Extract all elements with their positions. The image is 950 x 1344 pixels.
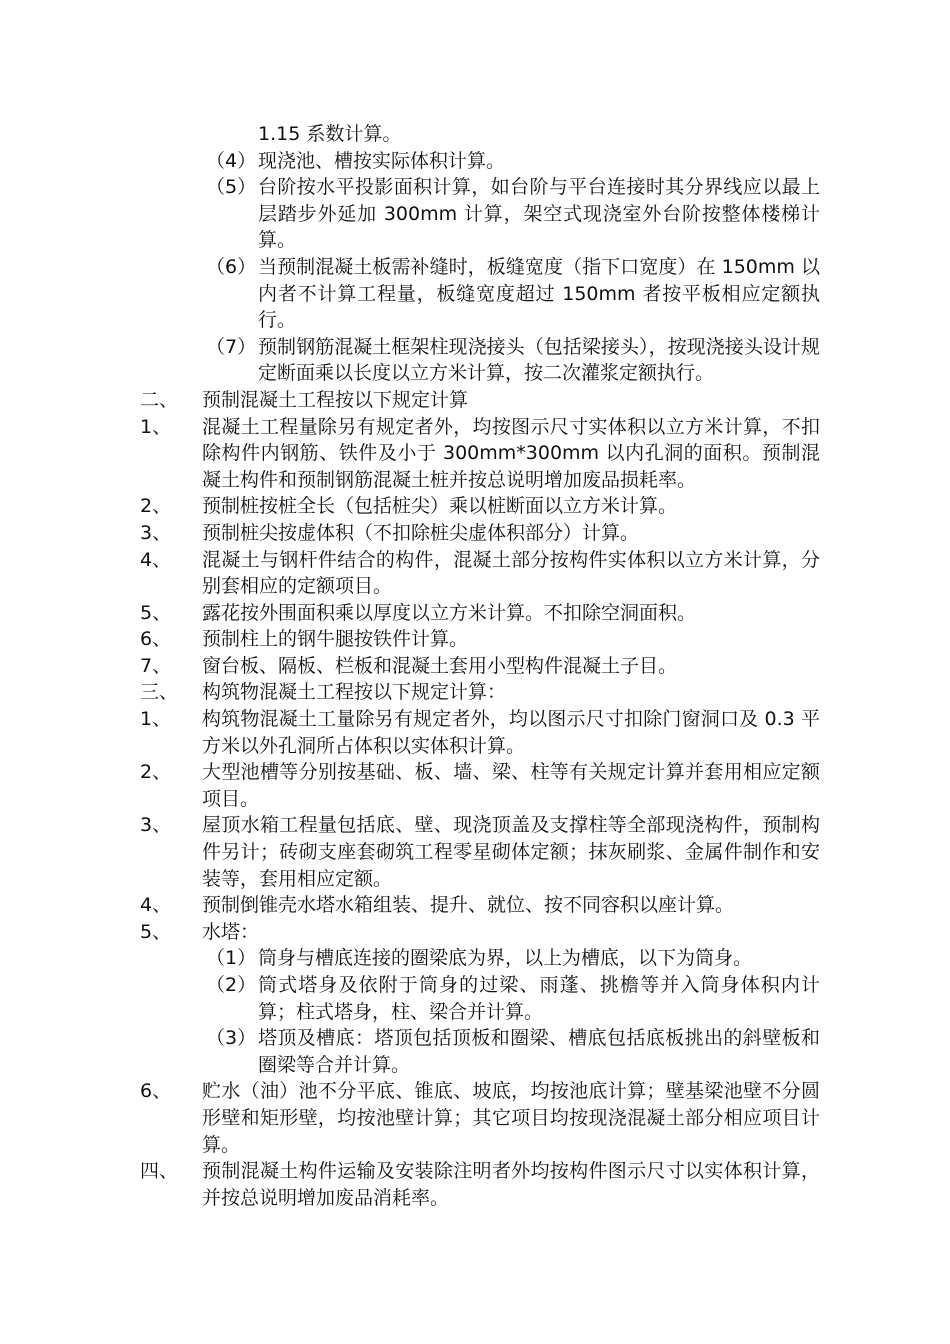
item-number: 7、 — [140, 654, 172, 677]
list-item — [140, 706, 820, 759]
item-number: 三、 — [140, 681, 179, 704]
item-number: （3） — [206, 1027, 257, 1050]
list-item — [140, 919, 820, 946]
item-text: 预制混凝土构件运输及安装除注明者外均按构件图示尺寸以实体积计算，并按总说明增加废品消耗率。 — [202, 1160, 820, 1209]
item-text: 贮水（油）池不分平底、锥底、坡底，均按池底计算；壁基梁池壁不分圆形壁和矩形壁，均按池壁计算；其它项目均按现浇混凝土部分相应项目计算。 — [202, 1080, 820, 1156]
item-number: 4、 — [140, 894, 172, 917]
item-number: 6、 — [140, 1080, 172, 1103]
item-number: 二、 — [140, 388, 179, 411]
item-text: 预制桩尖按虚体积（不扣除桩尖虚体积部分）计算。 — [202, 521, 640, 544]
list-item — [140, 148, 820, 175]
item-text: 塔顶及槽底：塔顶包括顶板和圈梁、槽底包括底板挑出的斜壁板和圈梁等合并计算。 — [258, 1027, 820, 1076]
item-text: 露花按外围面积乘以厚度以立方米计算。不扣除空洞面积。 — [202, 601, 697, 624]
item-number: （7） — [206, 335, 257, 358]
list-item — [140, 174, 820, 254]
item-text: 预制混凝土工程按以下规定计算 — [202, 388, 469, 411]
item-number: （2） — [206, 974, 257, 996]
item-number: （5） — [206, 176, 257, 199]
list-item — [140, 812, 820, 892]
item-number: 1、 — [140, 415, 172, 438]
item-number: 4、 — [140, 548, 172, 571]
item-text: 现浇池、槽按实际体积计算。 — [258, 149, 506, 172]
item-text: 台阶按水平投影面积计算，如台阶与平台连接时其分界线应以最上层踏步外延加 300mm 计算，架空式现浇室外台阶按整体楼梯计算。 — [258, 176, 820, 252]
item-number: 四、 — [140, 1160, 179, 1183]
list-item — [140, 892, 820, 919]
list-item — [140, 600, 820, 627]
item-number: （1） — [206, 947, 257, 970]
item-text: 窗台板、隔板、栏板和混凝土套用小型构件混凝土子目。 — [202, 654, 678, 677]
list-item — [140, 520, 820, 547]
list-item — [140, 334, 820, 387]
list-item — [140, 121, 820, 148]
list-item — [140, 547, 820, 600]
item-text: 1.15 系数计算。 — [258, 123, 402, 145]
list-item — [140, 387, 820, 414]
item-text: 预制桩按桩全长（包括桩尖）乘以桩断面以立方米计算。 — [202, 495, 678, 518]
item-text: 筒式塔身及依附于筒身的过梁、雨蓬、挑檐等并入筒身体积内计算；柱式塔身，柱、梁合并计算。 — [258, 974, 820, 1023]
item-text: 构筑物混凝土工程按以下规定计算： — [202, 681, 507, 704]
list-item — [140, 945, 820, 972]
item-number: 3、 — [140, 814, 172, 837]
list-item — [140, 1078, 820, 1158]
item-number: 6、 — [140, 628, 172, 651]
list-item — [140, 759, 820, 812]
item-text: 当预制混凝土板需补缝时，板缝宽度（指下口宽度）在 150mm 以内者不计算工程量，板缝宽度超过 150mm 者按平板相应定额执行。 — [258, 255, 820, 332]
item-text: 大型池槽等分别按基础、板、墙、梁、柱等有关规定计算并套用相应定额项目。 — [202, 761, 820, 810]
item-text: 筒身与槽底连接的圈梁底为界，以上为槽底，以下为筒身。 — [258, 947, 753, 970]
document-body — [140, 121, 820, 1211]
item-text: 预制柱上的钢牛腿按铁件计算。 — [202, 628, 469, 651]
item-text: 构筑物混凝土工量除另有规定者外，均以图示尺寸扣除门窗洞口及 0.3 平方米以外孔洞所占体积以实体积计算。 — [202, 708, 820, 757]
list-item — [140, 1158, 820, 1211]
item-text: 水塔： — [202, 920, 260, 943]
item-number: 5、 — [140, 920, 172, 943]
item-text: 混凝土工程量除另有规定者外，均按图示尺寸实体积以立方米计算，不扣除构件内钢筋、铁件及小于 300mm*300mm 以内孔洞的面积。预制混凝土构件和预制钢筋混凝土桩并按总说明增加废品损耗率。 — [202, 415, 820, 491]
list-item — [140, 254, 820, 334]
list-item — [140, 679, 820, 706]
list-item — [140, 414, 820, 494]
item-text: 预制倒锥壳水塔水箱组装、提升、就位、按不同容积以座计算。 — [202, 894, 735, 917]
item-text: 预制钢筋混凝土框架柱现浇接头（包括梁接头），按现浇接头设计规定断面乘以长度以立方米计算，按二次灌浆定额执行。 — [258, 335, 820, 385]
item-number: （6） — [206, 255, 257, 278]
item-number: 3、 — [140, 521, 172, 544]
item-number: 2、 — [140, 761, 172, 784]
item-number: （4） — [206, 149, 257, 172]
item-number: 1、 — [140, 708, 172, 731]
item-text: 混凝土与钢杆件结合的构件，混凝土部分按构件实体积以立方米计算，分别套相应的定额项目。 — [202, 548, 820, 598]
list-item — [140, 653, 820, 680]
list-item — [140, 493, 820, 520]
item-number: 2、 — [140, 495, 172, 518]
item-text: 屋顶水箱工程量包括底、壁、现浇顶盖及支撑柱等全部现浇构件，预制构件另计；砖砌支座套砌筑工程零星砌体定额；抹灰刷浆、金属件制作和安装等，套用相应定额。 — [202, 814, 820, 890]
item-number: 5、 — [140, 601, 172, 624]
list-item — [140, 972, 820, 1025]
list-item — [140, 1025, 820, 1078]
list-item — [140, 626, 820, 653]
